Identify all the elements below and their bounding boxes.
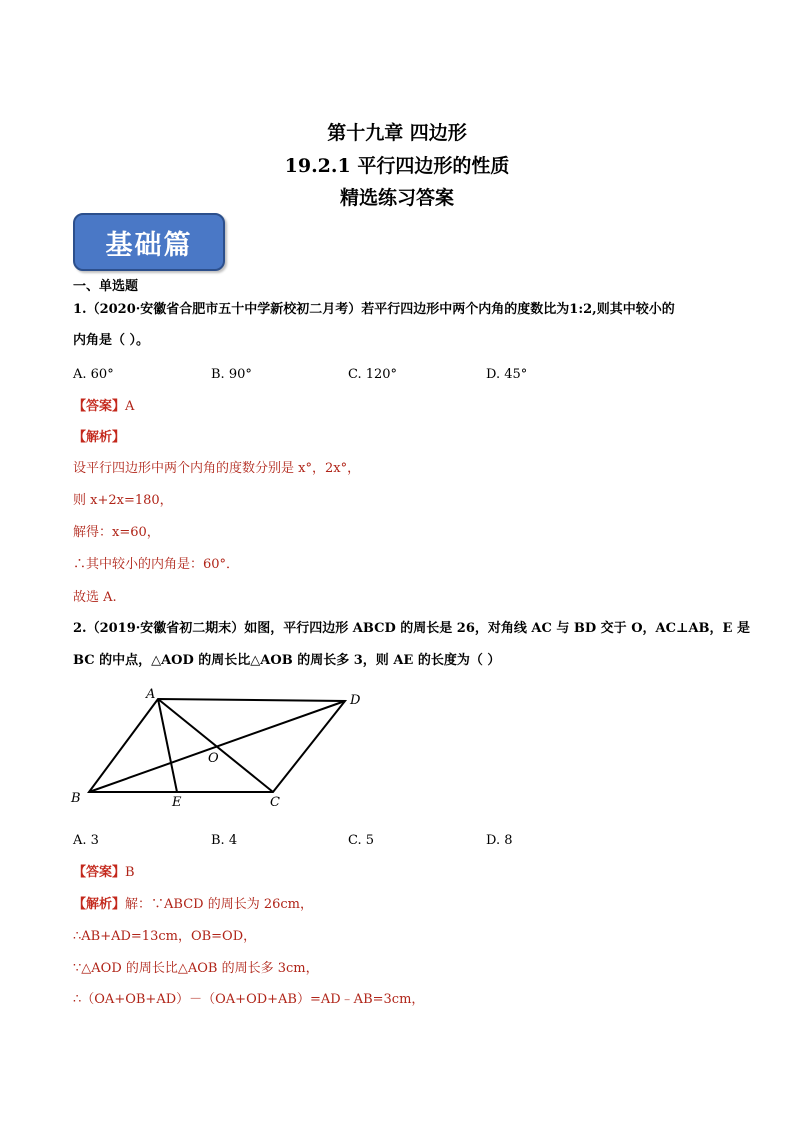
q2-option-a: A. 3 [73,833,99,848]
q2-option-c: C. 5 [348,833,375,848]
parallelogram-figure [60,680,380,815]
q1-analysis-line: ∴其中较小的内角是：60°． [73,557,240,572]
q1-option-d: D. 45° [486,367,528,382]
diagonal-bd [89,701,345,792]
q2-option-d: D. 8 [486,833,513,848]
subtitle: 精选练习答案 [339,187,454,209]
q1-option-b: B. 90° [211,367,252,382]
label-a: A [146,687,156,702]
diagonal-ac [158,699,273,792]
answer-tag: 【答案】 [73,865,126,880]
q2-analysis-line: ∴（OA+OB+AD）－（OA+OD+AB）=AD﹣AB=3cm， [73,992,425,1007]
q2-text-line1: 2.（2019·安徽省初二期末）如图，平行四边形 ABCD 的周长是 26，对角线 AC 与 BD 交于 O，AC⊥AB，E 是 [73,621,750,636]
analysis-tag: 【解析】 [73,897,126,912]
chapter-title: 第十九章 四边形 [327,122,467,144]
q1-text-line2: 内角是（ ）。 [73,333,150,348]
q1-option-c: C. 120° [348,367,398,382]
q2-analysis-first [73,897,313,913]
q1-analysis-line: 设平行四边形中两个内角的度数分别是 x°，2x°， [73,461,361,476]
q2-option-b: B. 4 [211,833,238,848]
label-e: E [172,795,182,810]
q1-analysis-tag: 【解析】 [73,430,126,445]
answer-value: B [125,865,135,880]
label-d: D [350,693,361,708]
q2-analysis-line: ∵△AOD 的周长比△AOB 的周长多 3cm， [73,961,319,976]
label-b: B [71,791,81,806]
q2-text-line2: BC 的中点，△AOD 的周长比△AOB 的周长多 3，则 AE 的长度为（ ） [73,653,501,668]
q1-option-a: A. 60° [73,367,114,382]
level-badge: 基础篇 [73,213,225,271]
q1-analysis-line: 解得：x=60， [73,525,160,540]
answer-tag: 【答案】 [73,399,126,414]
label-c: C [270,795,280,810]
q1-answer [73,399,134,415]
section-title: 19.2.1 平行四边形的性质 [284,155,510,177]
section-heading: 一、单选题 [73,279,139,294]
label-o: O [208,751,219,766]
q2-analysis-line: ∴AB+AD=13cm，OB=OD， [73,929,257,944]
analysis-text: 解：∵ABCD 的周长为 26cm， [125,897,313,912]
q1-analysis-line: 故选 A. [73,590,117,605]
answer-value: A [125,399,135,414]
q2-answer [73,865,135,881]
q1-analysis-line: 则 x+2x=180， [73,493,173,508]
q1-text-line1: 1.（2020·安徽省合肥市五十中学新校初二月考）若平行四边形中两个内角的度数比为1:2,则其中较小的 [73,302,675,317]
